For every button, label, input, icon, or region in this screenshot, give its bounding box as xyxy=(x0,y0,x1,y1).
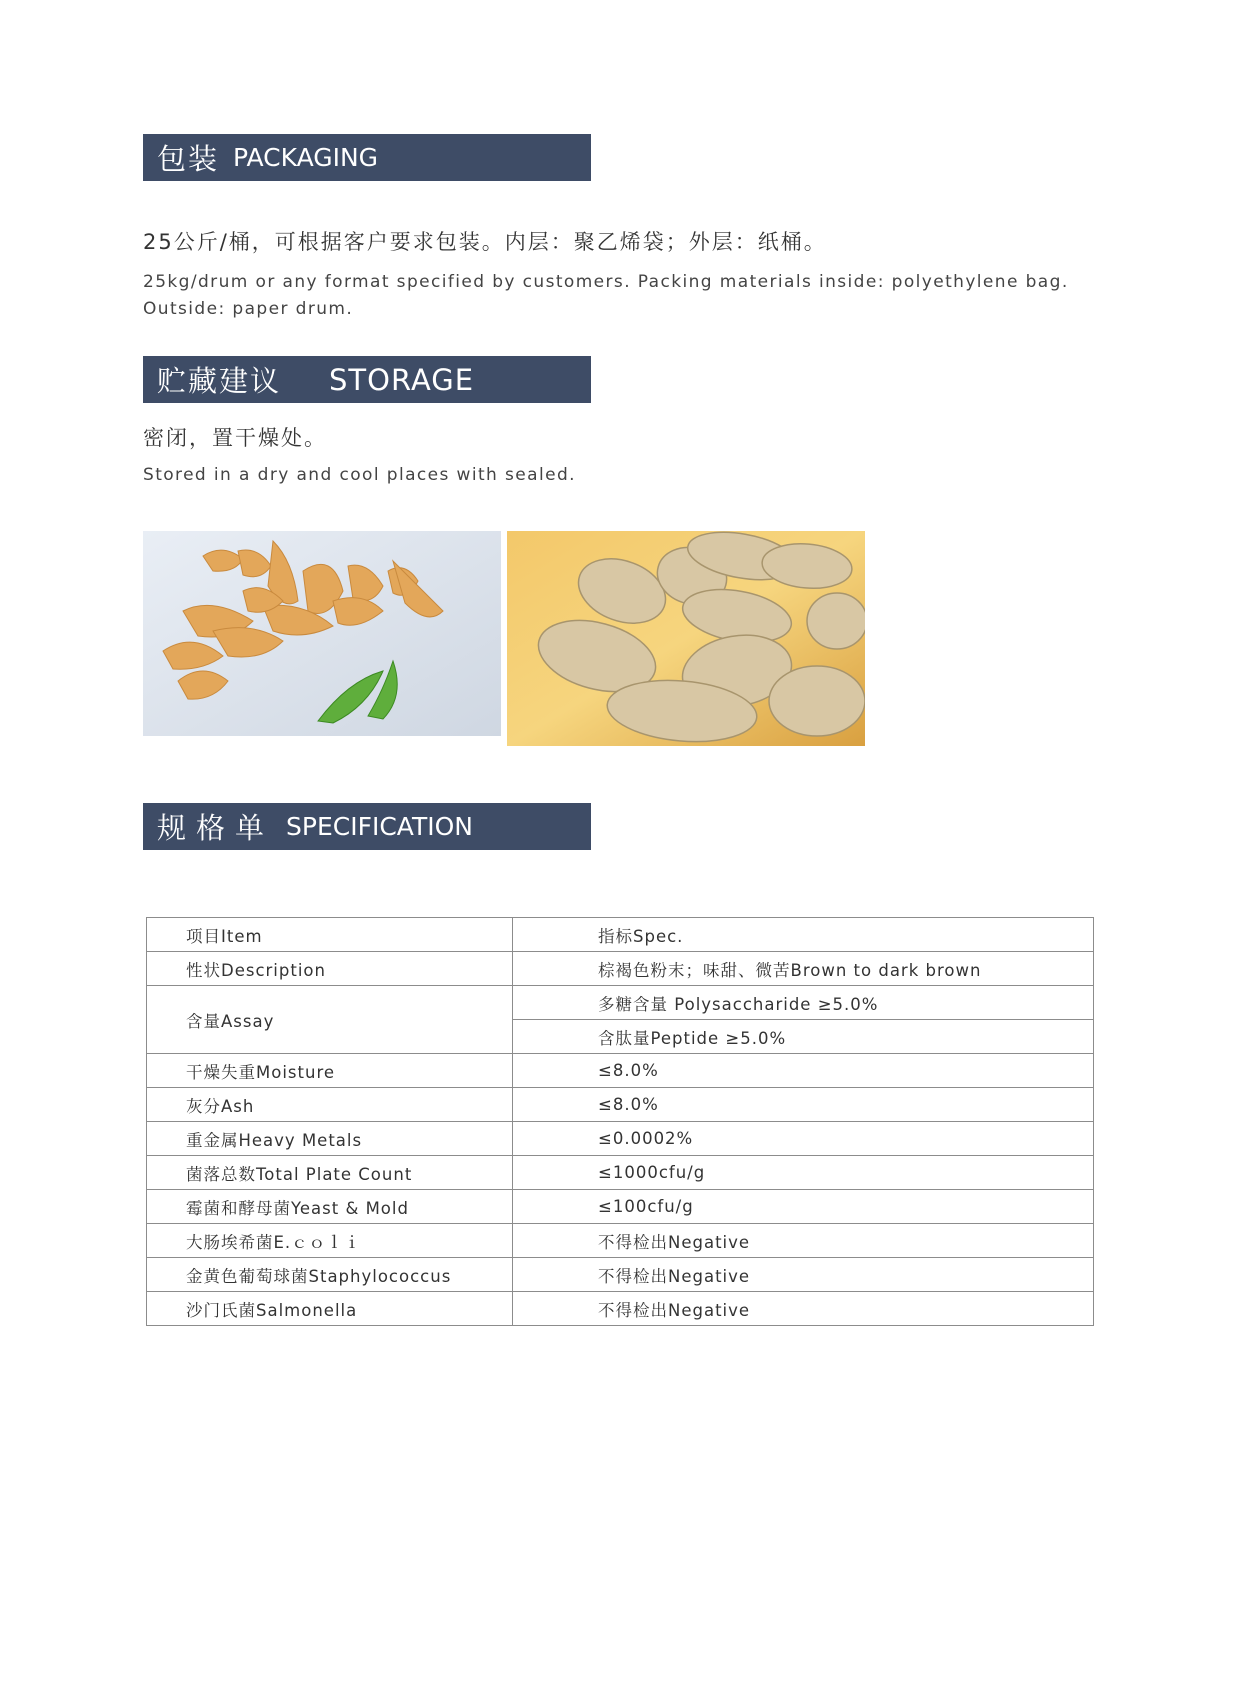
storage-text-cn: 密闭，置干燥处。 xyxy=(143,426,327,450)
table-header-row xyxy=(147,918,1094,952)
spec-cell: 不得检出Negative xyxy=(513,1258,1094,1292)
item-cell: 金黄色葡萄球菌Staphylococcus xyxy=(147,1258,513,1292)
item-cell: 灰分Ash xyxy=(147,1088,513,1122)
storage-text-en: Stored in a dry and cool places with sealed. xyxy=(143,465,576,485)
table-row xyxy=(147,1088,1094,1122)
specification-table xyxy=(146,917,1094,1326)
spec-cell: 不得检出Negative xyxy=(513,1292,1094,1326)
item-cell: 重金属Heavy Metals xyxy=(147,1122,513,1156)
table-row xyxy=(147,1054,1094,1088)
specification-title-cn: 规格单 xyxy=(157,811,275,845)
packaging-header xyxy=(143,134,591,181)
spec-cell: 棕褐色粉末；味甜、微苦Brown to dark brown xyxy=(513,952,1094,986)
packaging-title-cn: 包装 xyxy=(157,142,220,176)
spec-cell: ≤8.0% xyxy=(513,1054,1094,1088)
table-row xyxy=(147,1292,1094,1326)
storage-title-en: STORAGE xyxy=(329,362,475,397)
dried-root-slices-photo xyxy=(143,531,501,736)
item-cell: 含量Assay xyxy=(147,986,513,1054)
item-cell: 干燥失重Moisture xyxy=(147,1054,513,1088)
spec-cell: 含肽量Peptide ≥5.0% xyxy=(513,1020,1094,1054)
table-header-item: 项目Item xyxy=(147,918,513,952)
spec-cell: 不得检出Negative xyxy=(513,1224,1094,1258)
spec-cell: 多糖含量 Polysaccharide ≥5.0% xyxy=(513,986,1094,1020)
item-cell: 性状Description xyxy=(147,952,513,986)
table-row xyxy=(147,1122,1094,1156)
specification-header xyxy=(143,803,591,850)
item-cell: 大肠埃希菌E.ｃｏｌｉ xyxy=(147,1224,513,1258)
spec-cell: ≤0.0002% xyxy=(513,1122,1094,1156)
table-row xyxy=(147,986,1094,1020)
storage-title-cn: 贮藏建议 xyxy=(157,364,282,398)
item-cell: 霉菌和酵母菌Yeast & Mold xyxy=(147,1190,513,1224)
packaging-text-en: 25kg/drum or any format specified by customers. Packing materials inside: polyethylene bag. Outside: paper drum. xyxy=(143,272,1069,319)
table-row xyxy=(147,1156,1094,1190)
table-row xyxy=(147,952,1094,986)
table-header-spec: 指标Spec. xyxy=(513,918,1094,952)
spec-cell: ≤8.0% xyxy=(513,1088,1094,1122)
table-row xyxy=(147,1224,1094,1258)
item-cell: 沙门氏菌Salmonella xyxy=(147,1292,513,1326)
spec-cell: ≤100cfu/g xyxy=(513,1190,1094,1224)
whole-dried-roots-photo xyxy=(507,531,865,746)
table-row xyxy=(147,1258,1094,1292)
packaging-text-cn: 25公斤/桶，可根据客户要求包装。内层：聚乙烯袋；外层：纸桶。 xyxy=(143,230,827,254)
table-row xyxy=(147,1190,1094,1224)
item-cell: 菌落总数Total Plate Count xyxy=(147,1156,513,1190)
spec-cell: ≤1000cfu/g xyxy=(513,1156,1094,1190)
specification-title-en: SPECIFICATION xyxy=(286,812,473,841)
packaging-title-en: PACKAGING xyxy=(233,143,379,172)
storage-header xyxy=(143,356,591,403)
